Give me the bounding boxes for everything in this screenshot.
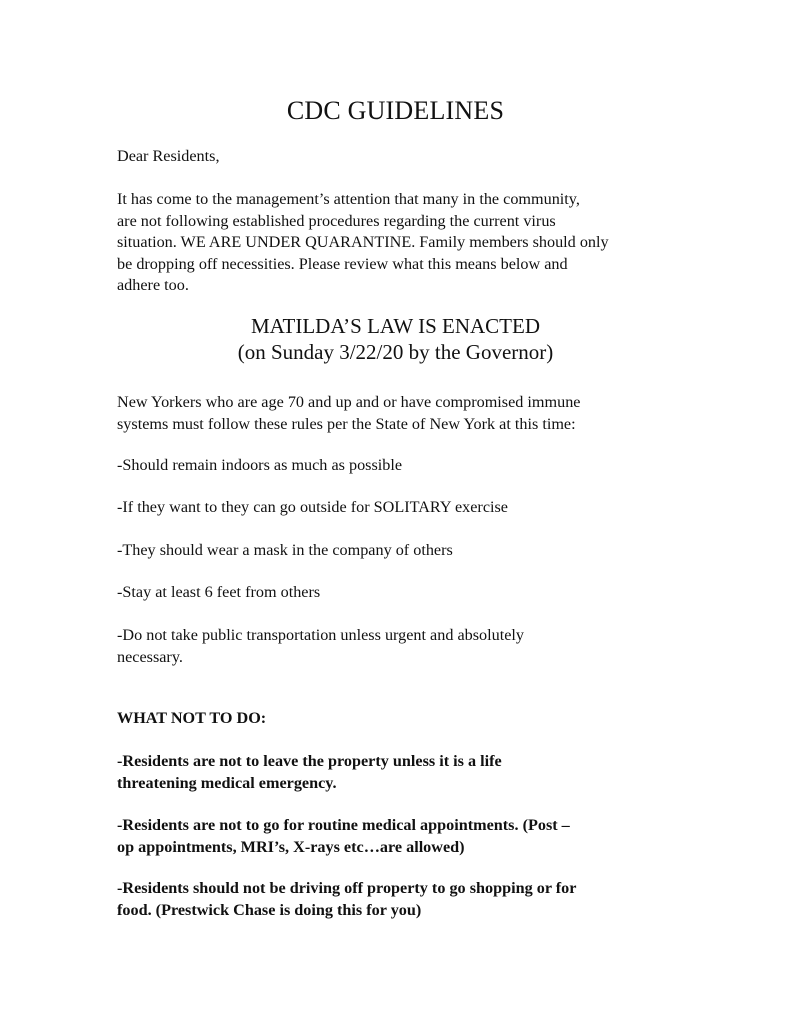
not-to-do-item — [117, 878, 707, 921]
section-heading: MATILDA’S LAW IS ENACTED — [251, 314, 540, 338]
not-to-do-line: threatening medical emergency. — [117, 773, 337, 792]
not-to-do-line: -Residents are not to go for routine medical appointments. (Post – — [117, 816, 570, 834]
rules-intro — [117, 392, 707, 435]
not-to-do-item — [117, 751, 707, 794]
document-title: CDC GUIDELINES — [286, 96, 505, 125]
intro-line: are not following established procedures regarding the current virus — [117, 211, 556, 230]
rule-item: -They should wear a mask in the company of others — [117, 541, 453, 559]
rule-item: -Should remain indoors as much as possible — [117, 456, 403, 474]
intro-line: It has come to the management’s attention that many in the community, — [117, 190, 580, 208]
not-to-do-line: -Residents should not be driving off property to go shopping or for — [117, 879, 577, 897]
intro-line: adhere too. — [117, 276, 189, 294]
section-subheading: (on Sunday 3/22/20 by the Governor) — [237, 340, 554, 364]
rule-item: -If they want to they can go outside for SOLITARY exercise — [117, 498, 508, 516]
not-to-do-item — [117, 815, 707, 858]
salutation: Dear Residents, — [117, 147, 220, 165]
not-to-do-line: op appointments, MRI’s, X-rays etc…are allowed) — [117, 837, 465, 856]
intro-line: be dropping off necessities. Please review what this means below and — [117, 254, 568, 273]
rules-intro-line: New Yorkers who are age 70 and up and or have compromised immune — [117, 393, 581, 411]
rule-line: -Do not take public transportation unless urgent and absolutely — [117, 626, 525, 644]
not-to-do-line: -Residents are not to leave the property unless it is a life — [117, 752, 502, 770]
rule-item: -Stay at least 6 feet from others — [117, 583, 321, 601]
intro-paragraph — [117, 189, 707, 297]
intro-line: situation. WE ARE UNDER QUARANTINE. Family members should only — [117, 233, 609, 251]
rule-item — [117, 625, 707, 668]
rules-intro-line: systems must follow these rules per the State of New York at this time: — [117, 414, 576, 433]
not-to-do-line: food. (Prestwick Chase is doing this for you) — [117, 900, 422, 919]
rule-line: necessary. — [117, 647, 183, 666]
not-to-do-heading: WHAT NOT TO DO: — [117, 709, 267, 727]
